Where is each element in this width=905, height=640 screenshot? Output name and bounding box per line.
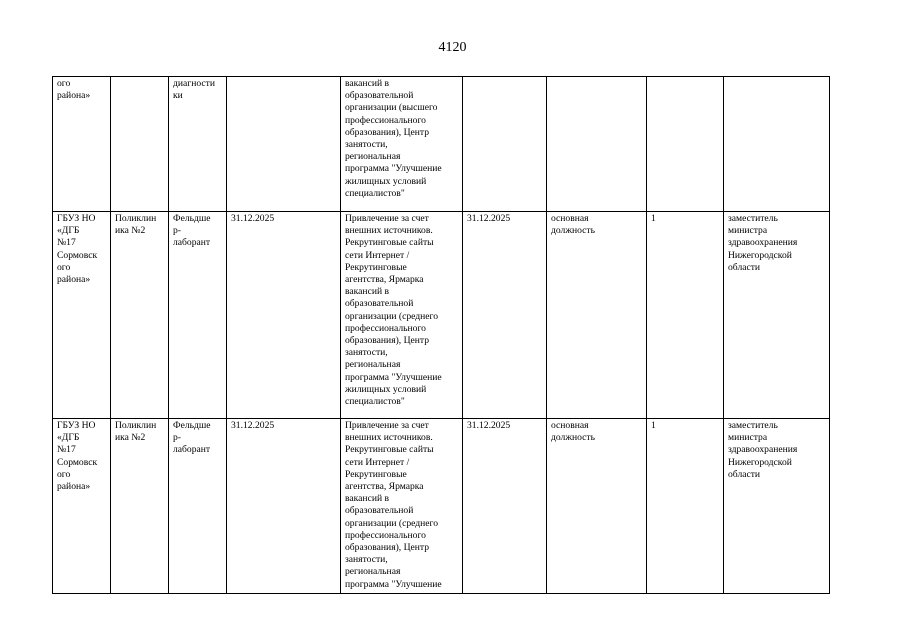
table-row [53,77,830,212]
cell-date: 31.12.2025 [227,419,341,594]
staffing-table [52,76,830,594]
cell-organization: ГБУЗ НО «ДГБ №17 Сормовск ого района» [53,212,111,419]
table-row [53,419,830,594]
cell-count: 1 [647,212,724,419]
cell-measures: Привлечение за счет внешних источников. Рекрутинговые сайты сети Интернет / Рекрутинговые агентства, Ярмарка вакансий в образовательной организации (среднего профессионального образования), Центр занятости, региональная программа "Улучшение жилищных условий специалистов" [341,212,463,419]
cell-count [647,77,724,212]
cell-deadline: 31.12.2025 [463,419,547,594]
cell-organization: ого района» [53,77,111,212]
cell-deadline [463,77,547,212]
cell-unit: Поликлин ика №2 [111,419,169,594]
cell-measures: Привлечение за счет внешних источников. Рекрутинговые сайты сети Интернет / Рекрутинговые агентства, Ярмарка вакансий в образовательной организации (среднего профессионального образования), Центр занятости, региональная программа "Улучшение [341,419,463,594]
cell-date: 31.12.2025 [227,212,341,419]
cell-deadline: 31.12.2025 [463,212,547,419]
cell-measures: вакансий в образовательной организации (высшего профессионального образования), Центр занятости, региональная программа "Улучшение жилищных условий специалистов" [341,77,463,212]
cell-organization: ГБУЗ НО «ДГБ №17 Сормовск ого района» [53,419,111,594]
cell-position-type: основная должность [547,419,647,594]
cell-responsible [724,77,830,212]
cell-position: Фельдше р- лаборант [169,212,227,419]
cell-unit [111,77,169,212]
table-row [53,212,830,419]
cell-date [227,77,341,212]
cell-position-type [547,77,647,212]
cell-responsible: заместитель министра здравоохранения Нижегородской области [724,212,830,419]
cell-position-type: основная должность [547,212,647,419]
cell-unit: Поликлин ика №2 [111,212,169,419]
page-number: 4120 [438,40,467,55]
cell-position: диагности ки [169,77,227,212]
cell-count: 1 [647,419,724,594]
cell-responsible: заместитель министра здравоохранения Нижегородской области [724,419,830,594]
cell-position: Фельдше р- лаборант [169,419,227,594]
